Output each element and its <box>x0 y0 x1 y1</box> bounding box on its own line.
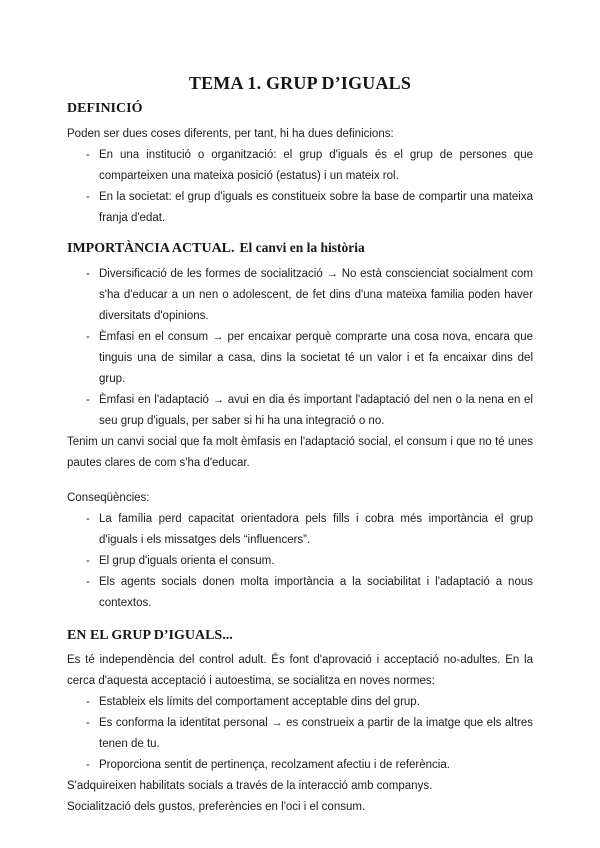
importancia-heading <box>67 239 533 257</box>
list-item-text: Estableix els límits del comportament acceptable dins del grup. <box>99 696 420 708</box>
list-item-text: En la societat: el grup d'iguals es constitueix sobre la base de compartir una mateixa franja d'edat. <box>99 191 533 224</box>
list-item-text: Èmfasi en el consum → per encaixar perquè comprarte una cosa nova, encara que tinguis una de similar a casa, dins la societat té un valor i et fa encaixar dins del grup. <box>99 331 533 385</box>
grup-intro: Es té independència del control adult. És font d'aprovació i acceptació no-adultes. En la cerca d'aquesta acceptació i autoestima, se socialitza en noves normes: <box>67 654 533 687</box>
definicio-list <box>67 145 533 229</box>
bullet-dash: - <box>86 149 90 161</box>
list-item <box>67 692 533 713</box>
importancia-heading-main: IMPORTÀNCIA ACTUAL. <box>67 241 235 256</box>
bullet-dash: - <box>86 268 90 280</box>
importancia-list <box>67 264 533 432</box>
list-item <box>67 572 533 614</box>
list-item-text: Els agents socials donen molta importància a la sociabilitat i l'adaptació a nous contextos. <box>99 576 533 609</box>
importancia-heading-sub: El canvi en la història <box>239 240 365 255</box>
bullet-dash: - <box>86 717 90 729</box>
importancia-summary: Tenim un canvi social que fa molt èmfasis en l'adaptació social, el consum i que no té unes pautes clares de com s'ha d'educar. <box>67 436 533 469</box>
grup-heading: EN EL GRUP D’IGUALS... <box>67 628 233 643</box>
page-title: TEMA 1. GRUP D’IGUALS <box>188 73 412 93</box>
list-item-text: Es conforma la identitat personal → es construeix a partir de la imatge que els altres tenen de tu. <box>99 717 533 750</box>
consequencies-list <box>67 509 533 614</box>
list-item-text: Proporciona sentit de pertinença, recolzament afectiu i de referència. <box>99 759 450 771</box>
bullet-dash: - <box>86 331 90 343</box>
bullet-dash: - <box>86 555 90 567</box>
list-item <box>67 390 533 432</box>
section-definicio <box>67 100 533 229</box>
list-item <box>67 327 533 390</box>
bullet-dash: - <box>86 394 90 406</box>
list-item-text: Diversificació de les formes de socialització → No està conscienciat socialment com s'ha d'educar a un nen o adolescent, de fet dins d'una mateixa familia poden haver diversitats d'opinions. <box>99 268 533 322</box>
grup-outro-2: Socialització dels gustos, preferències en l'oci i el consum. <box>67 801 366 813</box>
bullet-dash: - <box>86 696 90 708</box>
bullet-dash: - <box>86 513 90 525</box>
list-item <box>67 145 533 187</box>
bullet-dash: - <box>86 759 90 771</box>
grup-outro-1: S'adquireixen habilitats socials a través de la interacció amb companys. <box>67 780 433 792</box>
list-item-text: En una institució o organització: el grup d'iguals és el grup de persones que comparteixen una mateixa posició (estatus) i un mateix rol. <box>99 149 533 182</box>
bullet-dash: - <box>86 191 90 203</box>
bullet-dash: - <box>86 576 90 588</box>
list-item <box>67 187 533 229</box>
list-item <box>67 264 533 327</box>
section-grup-iguals <box>67 627 533 818</box>
section-importancia <box>67 239 533 614</box>
list-item-text: Èmfasi en l'adaptació → avui en dia és important l'adaptació del nen o la nena en el seu grup d'iguals, per saber si hi ha una integració o no. <box>99 394 533 427</box>
list-item-text: El grup d'iguals orienta el consum. <box>99 555 275 567</box>
definicio-heading: DEFINICIÓ <box>67 101 143 116</box>
list-item <box>67 713 533 755</box>
list-item <box>67 509 533 551</box>
definicio-intro: Poden ser dues coses diferents, per tant, hi ha dues definicions: <box>67 128 394 140</box>
consequencies-label: Conseqüències: <box>67 492 150 504</box>
list-item-text: La família perd capacitat orientadora pels fills i cobra més importància el grup d'iguals i els missatges dels “influencers”. <box>99 513 533 546</box>
grup-list <box>67 692 533 776</box>
list-item <box>67 551 533 572</box>
list-item <box>67 755 533 776</box>
